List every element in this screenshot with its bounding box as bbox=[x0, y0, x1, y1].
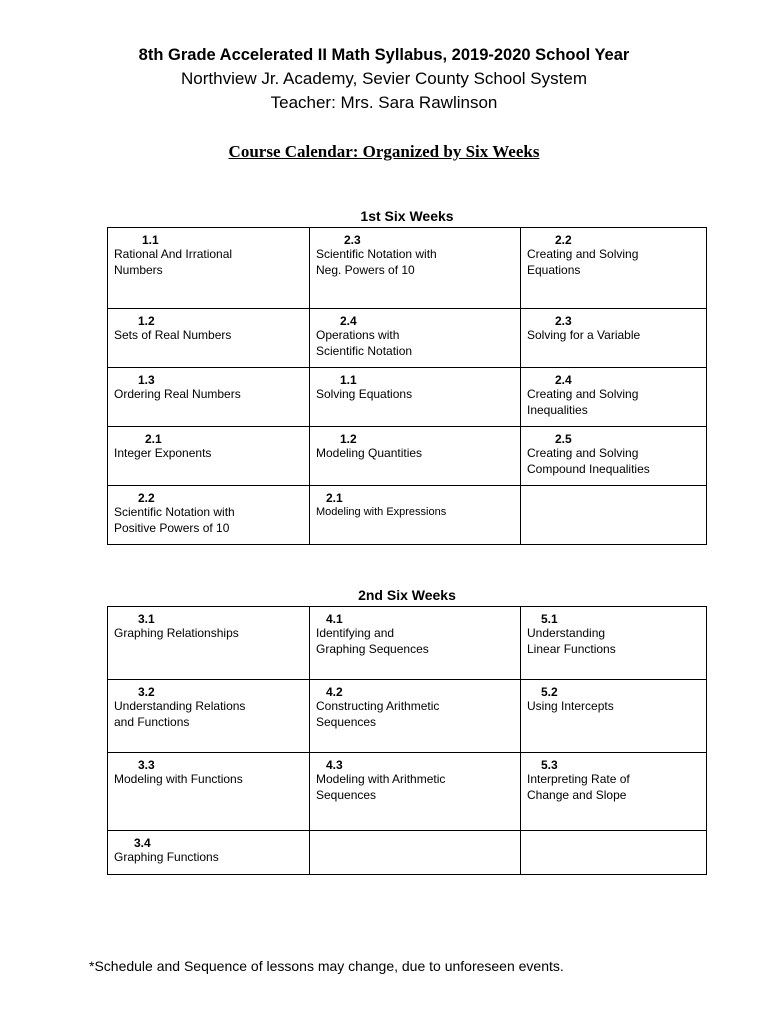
table-row bbox=[108, 831, 707, 875]
lesson-topic: Graphing Functions bbox=[114, 850, 219, 864]
table-row bbox=[108, 753, 707, 831]
empty-cell bbox=[521, 831, 707, 875]
lesson-cell bbox=[108, 607, 310, 680]
table-row bbox=[108, 427, 707, 486]
lesson-cell bbox=[521, 427, 707, 486]
lesson-cell bbox=[108, 753, 310, 831]
lesson-number: 4.1 bbox=[326, 612, 343, 626]
lesson-cell bbox=[108, 427, 310, 486]
lesson-number: 2.2 bbox=[555, 233, 572, 247]
lesson-number: 1.1 bbox=[142, 233, 159, 247]
lesson-topic: Interpreting Rate of Change and Slope bbox=[527, 772, 630, 802]
lesson-topic: Scientific Notation with Neg. Powers of 10 bbox=[316, 247, 437, 277]
schedule-table-1st-six-weeks bbox=[107, 227, 707, 545]
lesson-topic: Modeling with Expressions bbox=[316, 506, 447, 518]
lesson-topic: Integer Exponents bbox=[114, 446, 212, 460]
syllabus-title: 8th Grade Accelerated II Math Syllabus, 2019-2020 School Year bbox=[138, 46, 630, 64]
lesson-cell bbox=[108, 831, 310, 875]
teacher-name: Teacher: Mrs. Sara Rawlinson bbox=[270, 93, 498, 112]
lesson-topic: Solving Equations bbox=[316, 387, 413, 401]
lesson-topic: Modeling with Arithmetic Sequences bbox=[316, 772, 446, 802]
lesson-topic: Constructing Arithmetic Sequences bbox=[316, 699, 440, 729]
lesson-topic: Sets of Real Numbers bbox=[114, 328, 232, 342]
lesson-number: 2.3 bbox=[344, 233, 361, 247]
lesson-number: 3.4 bbox=[134, 836, 151, 850]
lesson-topic: Operations with Scientific Notation bbox=[316, 328, 413, 358]
lesson-cell bbox=[521, 680, 707, 753]
schedule-change-footnote: *Schedule and Sequence of lessons may change, due to unforeseen events. bbox=[89, 958, 564, 974]
lesson-number: 1.2 bbox=[340, 432, 357, 446]
lesson-number: 3.3 bbox=[138, 758, 155, 772]
lesson-number: 5.1 bbox=[541, 612, 558, 626]
lesson-number: 4.2 bbox=[326, 685, 343, 699]
lesson-topic: Graphing Relationships bbox=[114, 626, 239, 640]
section-heading-1st-six-weeks: 1st Six Weeks bbox=[360, 208, 454, 224]
lesson-number: 3.2 bbox=[138, 685, 155, 699]
lesson-number: 2.2 bbox=[138, 491, 155, 505]
lesson-topic: Creating and Solving Inequalities bbox=[527, 387, 639, 417]
lesson-topic: Using Intercepts bbox=[527, 699, 614, 713]
lesson-cell bbox=[108, 486, 310, 545]
lesson-topic: Rational And Irrational Numbers bbox=[114, 247, 233, 277]
table-row bbox=[108, 309, 707, 368]
lesson-cell bbox=[521, 368, 707, 427]
document-header bbox=[0, 44, 768, 115]
lesson-number: 3.1 bbox=[138, 612, 155, 626]
lesson-cell bbox=[108, 368, 310, 427]
lesson-number: 4.3 bbox=[326, 758, 343, 772]
table-row bbox=[108, 368, 707, 427]
lesson-cell bbox=[521, 607, 707, 680]
lesson-number: 1.3 bbox=[138, 373, 155, 387]
lesson-cell bbox=[310, 368, 521, 427]
lesson-number: 1.1 bbox=[340, 373, 357, 387]
lesson-number: 2.1 bbox=[326, 491, 343, 505]
lesson-topic: Modeling with Functions bbox=[114, 772, 243, 786]
lesson-cell bbox=[108, 680, 310, 753]
lesson-number: 2.1 bbox=[145, 432, 162, 446]
lesson-number: 5.2 bbox=[541, 685, 558, 699]
table-row bbox=[108, 228, 707, 309]
lesson-cell bbox=[310, 607, 521, 680]
course-calendar-heading: Course Calendar: Organized by Six Weeks bbox=[228, 142, 540, 161]
lesson-cell bbox=[521, 753, 707, 831]
lesson-cell bbox=[108, 228, 310, 309]
table-row bbox=[108, 486, 707, 545]
lesson-number: 2.3 bbox=[555, 314, 572, 328]
lesson-topic: Solving for a Variable bbox=[527, 328, 641, 342]
lesson-cell bbox=[310, 753, 521, 831]
lesson-cell bbox=[310, 228, 521, 309]
schedule-table-2nd-six-weeks bbox=[107, 606, 707, 875]
lesson-topic: Understanding Relations and Functions bbox=[114, 699, 246, 729]
table-row bbox=[108, 680, 707, 753]
lesson-number: 2.5 bbox=[555, 432, 572, 446]
lesson-number: 1.2 bbox=[138, 314, 155, 328]
lesson-number: 5.3 bbox=[541, 758, 558, 772]
lesson-cell bbox=[310, 427, 521, 486]
lesson-topic: Creating and Solving Compound Inequalities bbox=[527, 446, 650, 476]
lesson-topic: Understanding Linear Functions bbox=[527, 626, 616, 656]
lesson-cell bbox=[310, 309, 521, 368]
section-heading-2nd-six-weeks: 2nd Six Weeks bbox=[358, 587, 456, 603]
lesson-cell bbox=[310, 680, 521, 753]
lesson-topic: Creating and Solving Equations bbox=[527, 247, 639, 277]
lesson-topic: Modeling Quantities bbox=[316, 446, 423, 460]
lesson-topic: Ordering Real Numbers bbox=[114, 387, 241, 401]
lesson-number: 2.4 bbox=[340, 314, 357, 328]
table-row bbox=[108, 607, 707, 680]
lesson-topic: Identifying and Graphing Sequences bbox=[316, 626, 429, 656]
lesson-cell bbox=[310, 486, 521, 545]
lesson-number: 2.4 bbox=[555, 373, 572, 387]
lesson-cell bbox=[521, 228, 707, 309]
empty-cell bbox=[521, 486, 707, 545]
lesson-topic: Scientific Notation with Positive Powers of 10 bbox=[114, 505, 235, 535]
school-name: Northview Jr. Academy, Sevier County School System bbox=[181, 69, 587, 88]
lesson-cell bbox=[108, 309, 310, 368]
empty-cell bbox=[310, 831, 521, 875]
lesson-cell bbox=[521, 309, 707, 368]
